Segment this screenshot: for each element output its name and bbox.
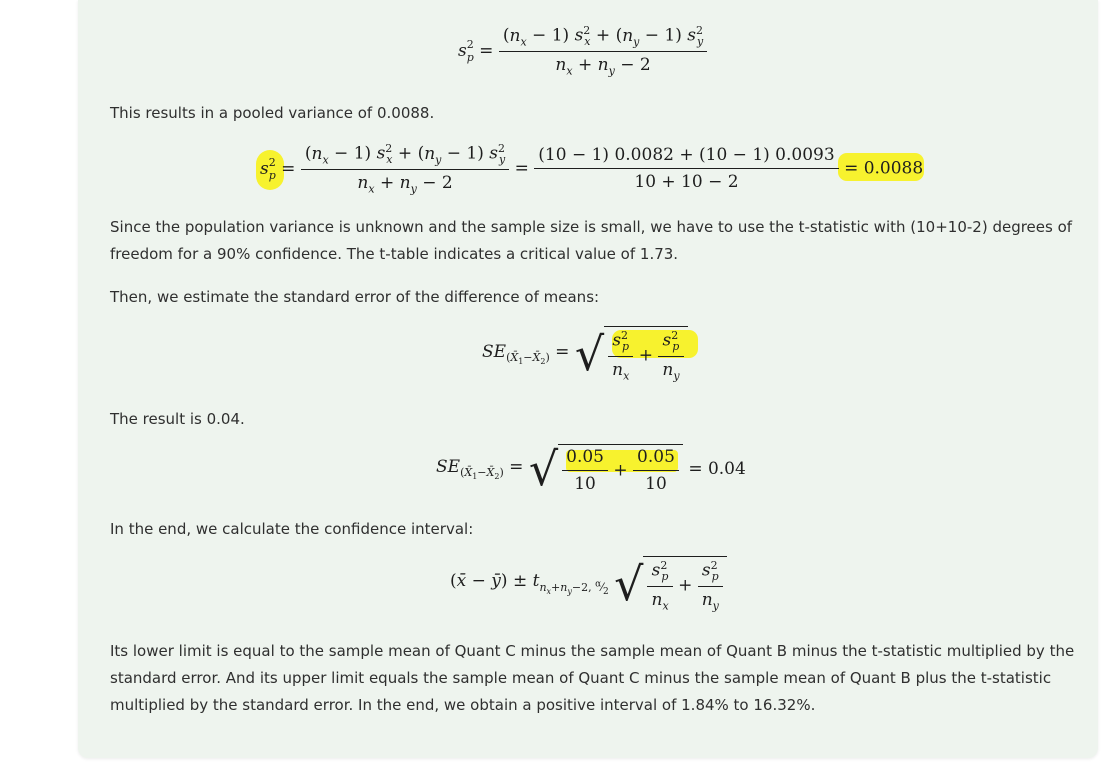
equation-pooled-variance-computed: $s^2_p$ = $\frac{(n_x - 1) s^2_x + (n_y - 1) s^2_y}{n_x + n_y - 2}$ = $\frac{(10 - 1) 0.0082 + (10 - 1) 0.0093}{10 + 10 - 2}$ = 0.0088 <box>260 142 924 196</box>
paragraph-standard-error-intro: Then, we estimate the standard error of the difference of means: <box>110 288 600 306</box>
paragraph-se-result: The result is 0.04. <box>110 410 245 428</box>
eq4-second-numerator: 0.05 <box>633 447 679 471</box>
equation-standard-error-computed: $SE_{(X̄_1-X̄_2)}$ = √ $\frac{0.05}{10}$ + $\frac{0.05}{10}$ = 0.04 <box>436 442 746 496</box>
paragraph-t-statistic: Since the population variance is unknown and the sample size is small, we have to use the t-statistic with (10+10-2) degrees of freedom for a 90% confidence. The t-table indicates a critical value of 1.73. <box>110 218 1073 263</box>
paragraph-pooled-variance-result: This results in a pooled variance of 0.0088. <box>110 104 435 122</box>
eq2-result: = 0.0088 <box>844 158 924 179</box>
eq4-first-numerator: 0.05 <box>562 447 608 471</box>
eq4-second-denominator: 10 <box>645 474 667 494</box>
equation-standard-error-formula: $SE_{(X̄_1-X̄_2)}$ = √ $\frac{s^2_p}{n_x}$ + $\frac{s^2_p}{n_y}$ <box>482 326 688 382</box>
paragraph-confidence-interval-intro: In the end, we calculate the confidence interval: <box>110 520 474 538</box>
eq4-first-denominator: 10 <box>574 474 596 494</box>
eq2-denominator: 10 + 10 − 2 <box>634 172 739 193</box>
eq4-result: = 0.04 <box>688 459 746 479</box>
equation-confidence-interval: (x̄ − ȳ) ± $t_{n_x+n_y-2, ^\alpha⁄_2}$ √ $\frac{s^2_p}{n_x}$ + $\frac{s^2_p}{n_y}$ <box>450 556 727 612</box>
eq2-numerator: (10 − 1) 0.0082 + (10 − 1) 0.0093 <box>534 145 838 169</box>
equation-pooled-variance-formula: $s^2_p$ = $\frac{(n_x - 1) s^2_x + (n_y - 1) s^2_y}{n_x + n_y - 2}$ <box>458 24 707 77</box>
paragraph-interval-conclusion: Its lower limit is equal to the sample mean of Quant C minus the sample mean of Quant B minus the t-statistic multiplied by the standard error. And its upper limit equals the sample mean of Quant C minus the sample mean of Quant B plus the t-statistic multiplied by the standard error. In the end, we obtain a positive interval of 1.84% to 16.32%. <box>110 642 1075 714</box>
